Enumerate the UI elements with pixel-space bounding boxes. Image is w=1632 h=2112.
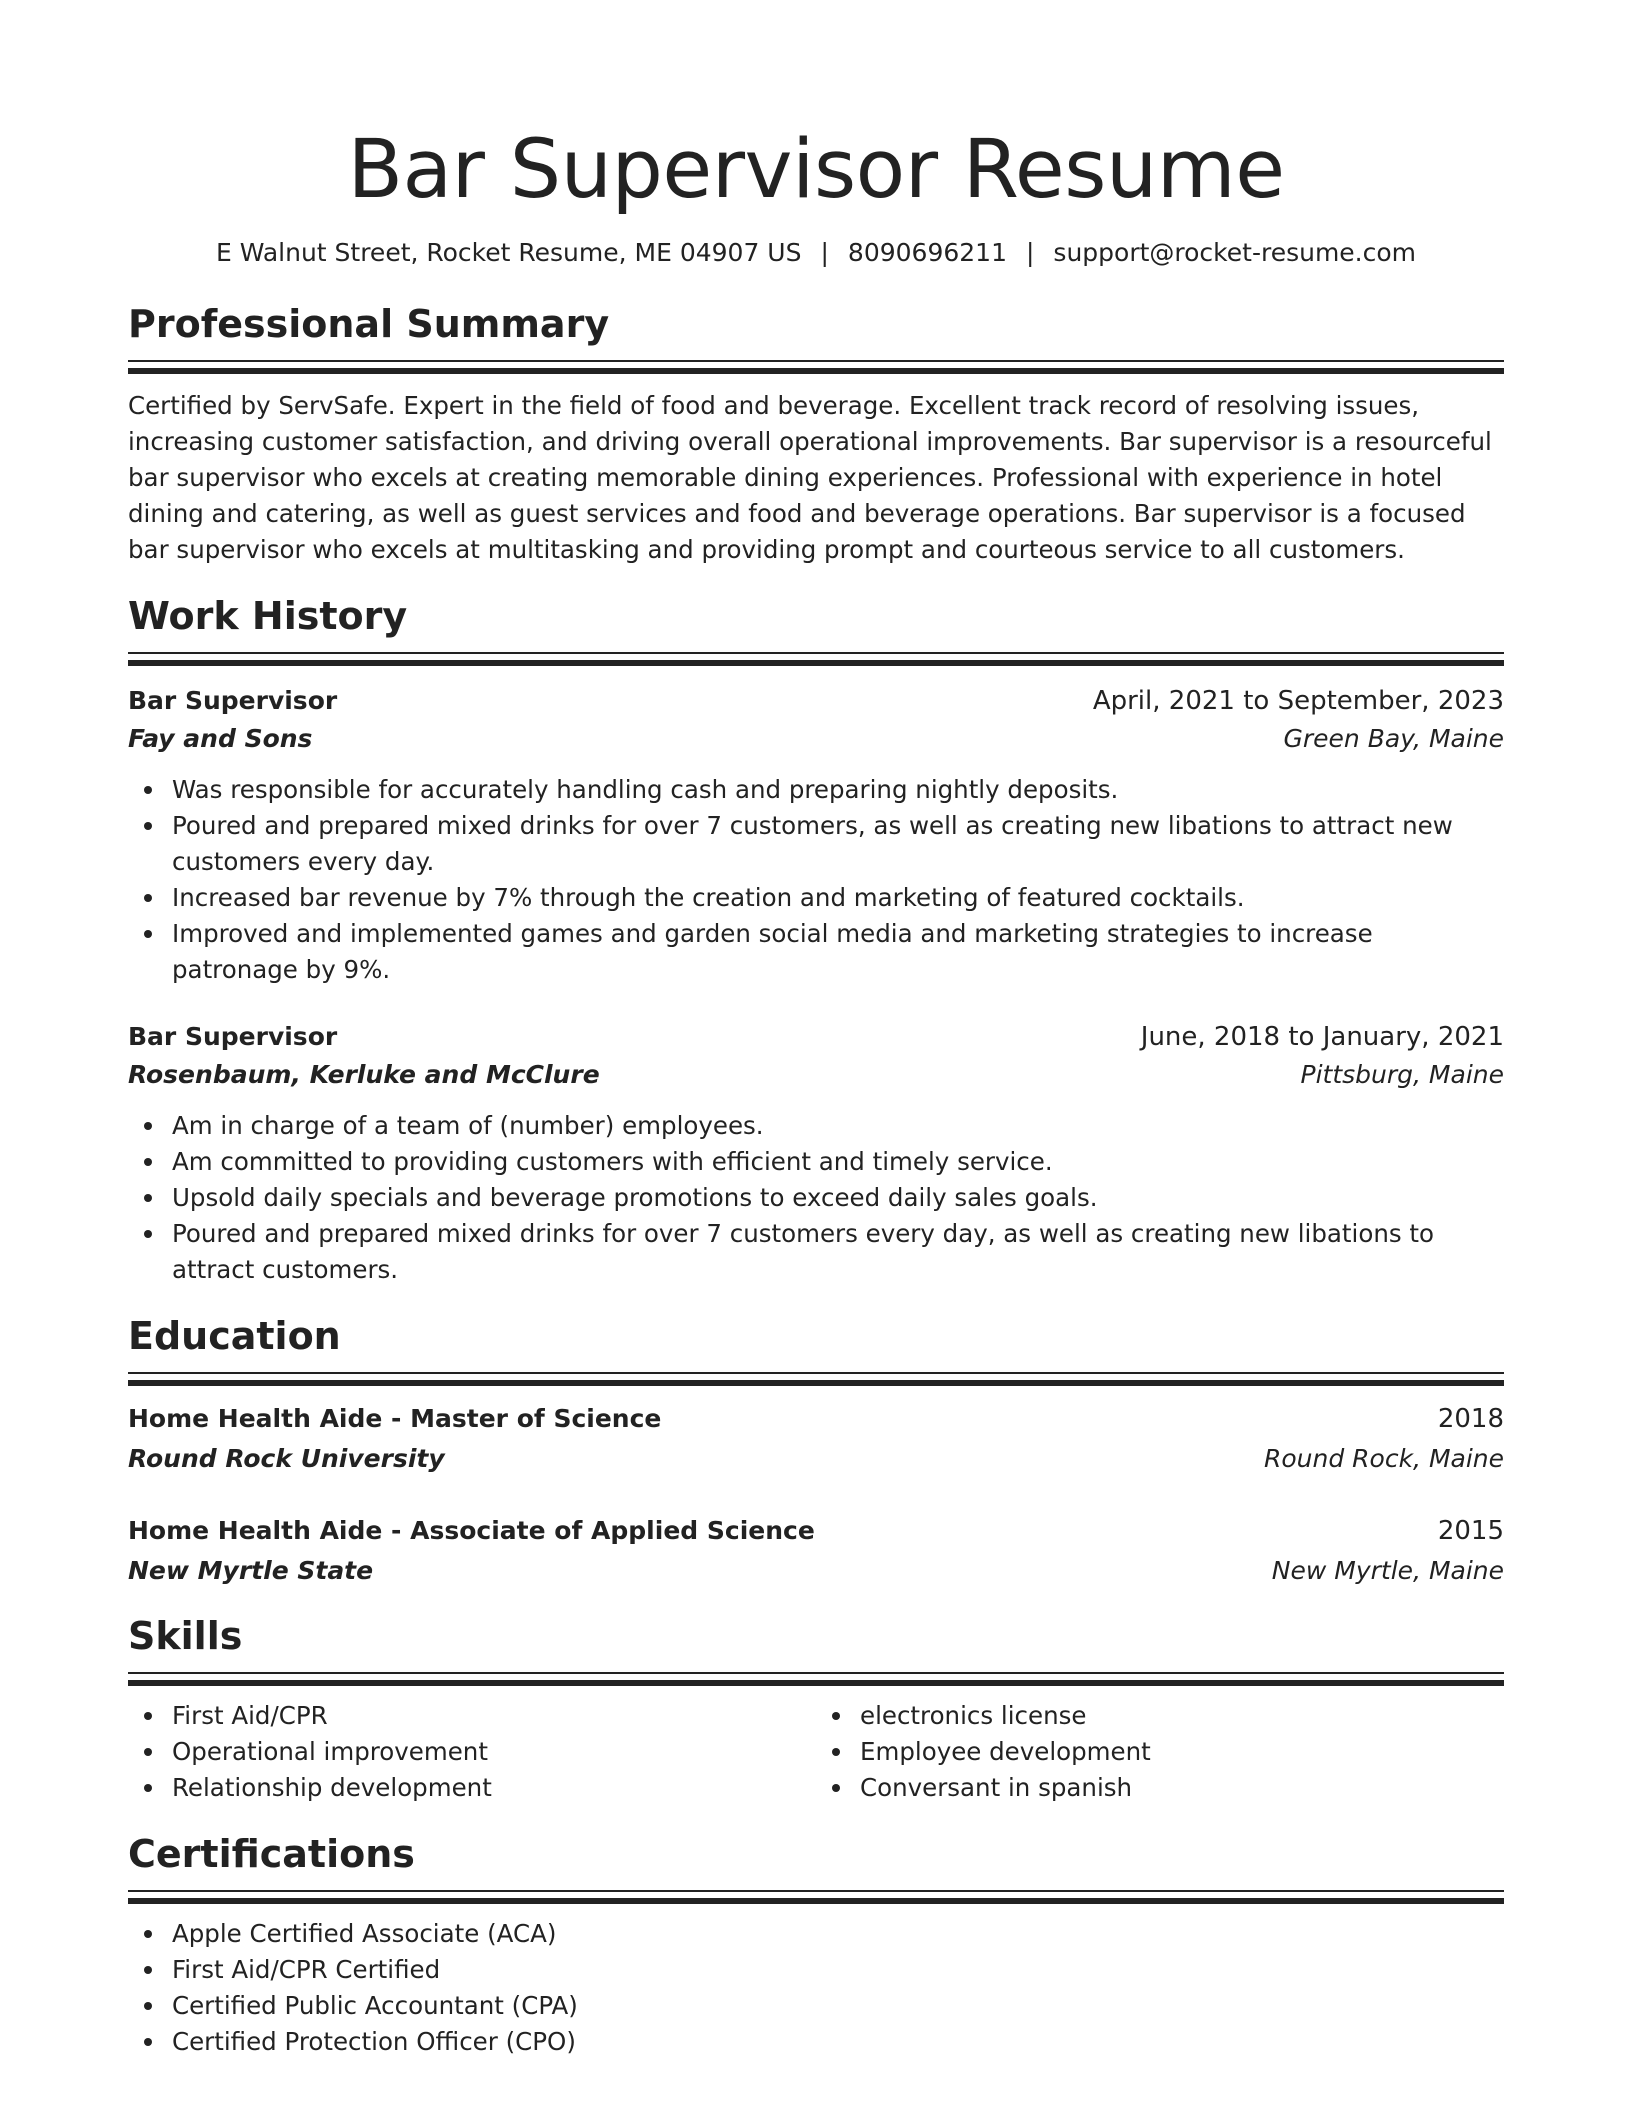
list-item: First Aid/CPR Certified [128, 1952, 1504, 1988]
education-location: New Myrtle, Maine [1271, 1556, 1504, 1585]
education-degree: Home Health Aide - Master of Science [128, 1404, 662, 1433]
section-divider-thick [128, 1898, 1504, 1904]
contact-separator: | [1025, 238, 1035, 267]
summary-heading: Professional Summary [128, 302, 610, 346]
section-divider-thick [128, 660, 1504, 666]
list-item: Poured and prepared mixed drinks for over 7 customers every day, as well as creating new libations to attract customers. [128, 1216, 1504, 1288]
list-item: Improved and implemented games and garden social media and marketing strategies to increase patronage by 9%. [128, 916, 1504, 988]
summary-section [128, 300, 1504, 568]
certifications-heading: Certifications [128, 1832, 415, 1876]
list-item: Am committed to providing customers with efficient and timely service. [128, 1144, 1504, 1180]
contact-line [128, 236, 1504, 270]
skills-heading: Skills [128, 1614, 243, 1658]
job-position: Bar Supervisor [128, 686, 338, 715]
section-divider [128, 1890, 1504, 1892]
contact-separator: | [820, 238, 829, 267]
education-school: Round Rock University [128, 1444, 445, 1473]
section-divider-thick [128, 1380, 1504, 1386]
certifications-list [128, 1916, 1504, 2060]
job-dates: April, 2021 to September, 2023 [1092, 686, 1504, 716]
education-year: 2018 [1437, 1404, 1504, 1434]
job-bullets [128, 1108, 1504, 1288]
list-item: First Aid/CPR [128, 1698, 816, 1734]
job-location: Pittsburg, Maine [1300, 1060, 1504, 1089]
list-item: Poured and prepared mixed drinks for over 7 customers, as well as creating new libations to attract new customers every day. [128, 808, 1504, 880]
list-item: Certified Public Accountant (CPA) [128, 1988, 1504, 2024]
section-divider [128, 360, 1504, 362]
contact-email: support@rocket-resume.com [1053, 238, 1417, 267]
education-degree: Home Health Aide - Associate of Applied Science [128, 1516, 815, 1545]
work-history-heading: Work History [128, 594, 408, 638]
list-item: Upsold daily specials and beverage promotions to exceed daily sales goals. [128, 1180, 1504, 1216]
list-item: Increased bar revenue by 7% through the creation and marketing of featured cocktails. [128, 880, 1504, 916]
contact-address: E Walnut Street, Rocket Resume, ME 04907 US [215, 238, 802, 267]
skills-list-left [128, 1698, 816, 1806]
section-divider-thick [128, 368, 1504, 374]
section-divider [128, 652, 1504, 654]
job-dates: June, 2018 to January, 2021 [1140, 1022, 1504, 1052]
contact-phone: 8090696211 [847, 238, 1007, 267]
list-item: Certified Protection Officer (CPO) [128, 2024, 1504, 2060]
education-location: Round Rock, Maine [1263, 1444, 1504, 1473]
education-year: 2015 [1437, 1516, 1504, 1546]
education-entry [128, 1512, 1504, 1590]
job-location: Green Bay, Maine [1283, 724, 1504, 753]
list-item: electronics license [816, 1698, 1504, 1734]
education-heading: Education [128, 1314, 341, 1358]
list-item: Was responsible for accurately handling cash and preparing nightly deposits. [128, 772, 1504, 808]
section-divider-thick [128, 1680, 1504, 1686]
list-item: Am in charge of a team of (number) employees. [128, 1108, 1504, 1144]
list-item: Conversant in spanish [816, 1770, 1504, 1806]
education-section [128, 1312, 1504, 1590]
work-history-section [128, 592, 1504, 1288]
job-position: Bar Supervisor [128, 1022, 338, 1051]
list-item: Relationship development [128, 1770, 816, 1806]
job-bullets [128, 772, 1504, 988]
job-company: Fay and Sons [128, 724, 313, 753]
job-company: Rosenbaum, Kerluke and McClure [128, 1060, 600, 1089]
list-item: Employee development [816, 1734, 1504, 1770]
job-entry [128, 682, 1504, 988]
list-item: Apple Certified Associate (ACA) [128, 1916, 1504, 1952]
education-school: New Myrtle State [128, 1556, 374, 1585]
certifications-section [128, 1830, 1504, 2060]
section-divider [128, 1672, 1504, 1674]
resume-title: Bar Supervisor Resume [347, 123, 1285, 217]
skills-section [128, 1612, 1504, 1806]
summary-text: Certified by ServSafe. Expert in the field of food and beverage. Excellent track record of resolving issues, increasing customer satisfaction, and driving overall operational improvements. Bar supervisor is a resourceful bar supervisor who excels at creating memorable dining experiences. Professional with experience in hotel dining and catering, as well as guest services and food and beverage operations. Bar supervisor is a focused bar supervisor who excels at multitasking and providing prompt and courteous service to all customers. [128, 391, 1492, 564]
list-item: Operational improvement [128, 1734, 816, 1770]
education-entry [128, 1400, 1504, 1478]
section-divider [128, 1372, 1504, 1374]
skills-columns [128, 1698, 1504, 1806]
skills-list-right [816, 1698, 1504, 1806]
job-entry [128, 1018, 1504, 1288]
